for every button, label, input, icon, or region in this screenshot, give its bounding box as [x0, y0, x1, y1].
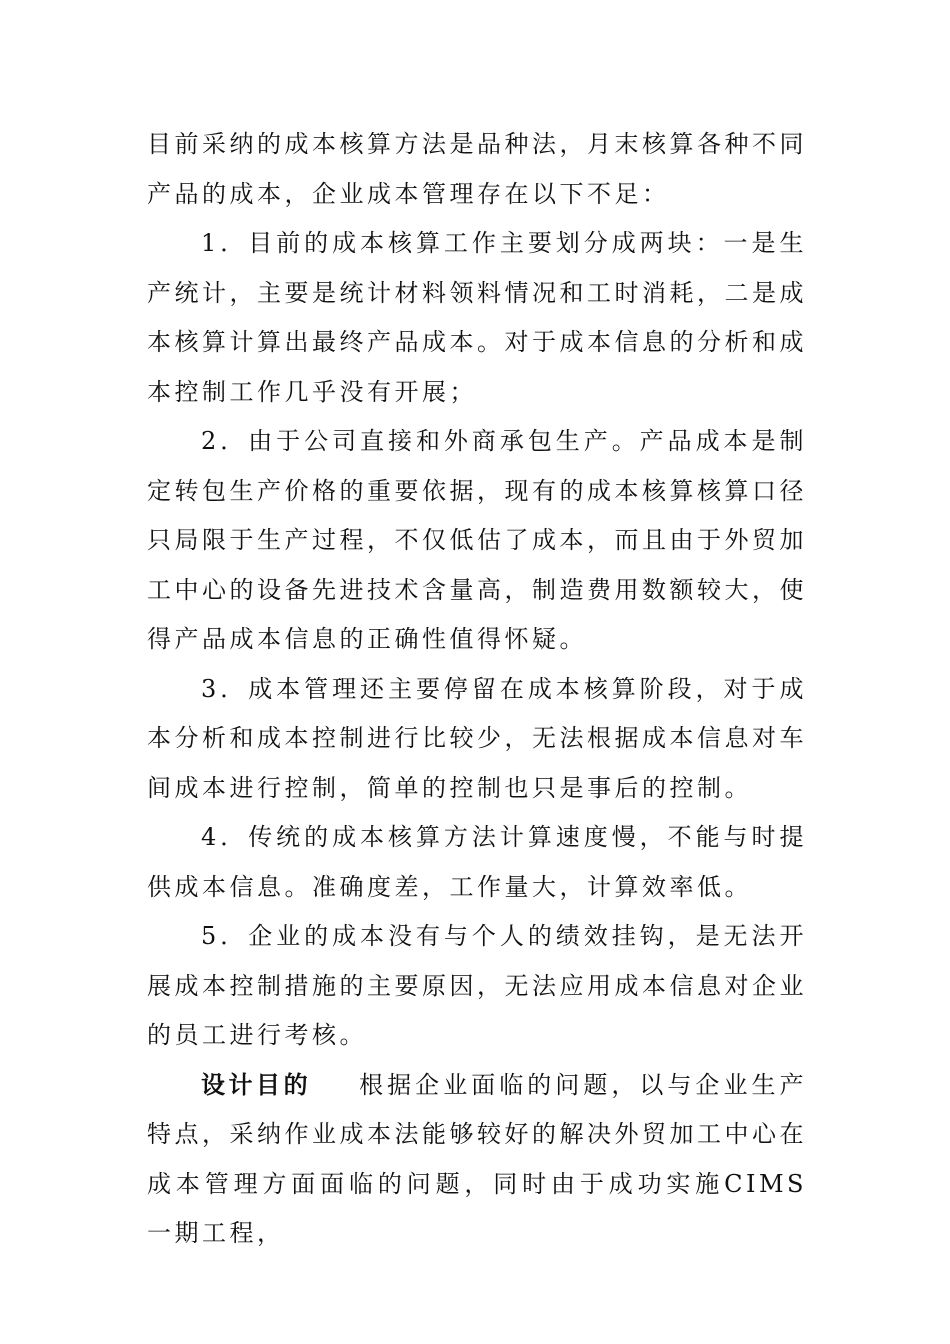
list-item-5: 5．企业的成本没有与个人的绩效挂钩，是无法开展成本控制措施的主要原因，无法应用成本信息对企业的员工进行考核。	[147, 922, 807, 1049]
document-body	[147, 120, 807, 1259]
list-item-2: 2．由于公司直接和外商承包生产。产品成本是制定转包生产价格的重要依据，现有的成本核算核算口径只局限于生产过程，不仅低估了成本，而且由于外贸加工中心的设备先进技术含量高，制造费用数额较大，使得产品成本信息的正确性值得怀疑。	[147, 427, 807, 653]
design-purpose-paragraph	[147, 1061, 807, 1259]
list-item-1: 1．目前的成本核算工作主要划分成两块：一是生产统计，主要是统计材料领料情况和工时消耗，二是成本核算计算出最终产品成本。对于成本信息的分析和成本控制工作几乎没有开展；	[147, 229, 807, 406]
list-item-4: 4．传统的成本核算方法计算速度慢，不能与时提供成本信息。准确度差，工作量大，计算效率低。	[147, 823, 807, 901]
design-purpose-heading: 设计目的	[201, 1070, 312, 1099]
design-purpose-text: 根据企业面临的问题，以与企业生产特点，采纳作业成本法能够较好的解决外贸加工中心在成本管理方面面临的问题，同时由于成功实施CIMS一期工程，	[147, 1070, 808, 1247]
intro-paragraph: 目前采纳的成本核算方法是品种法，月末核算各种不同产品的成本，企业成本管理存在以下不足：	[147, 130, 807, 208]
list-item-3: 3．成本管理还主要停留在成本核算阶段，对于成本分析和成本控制进行比较少，无法根据成本信息对车间成本进行控制，简单的控制也只是事后的控制。	[147, 674, 807, 802]
